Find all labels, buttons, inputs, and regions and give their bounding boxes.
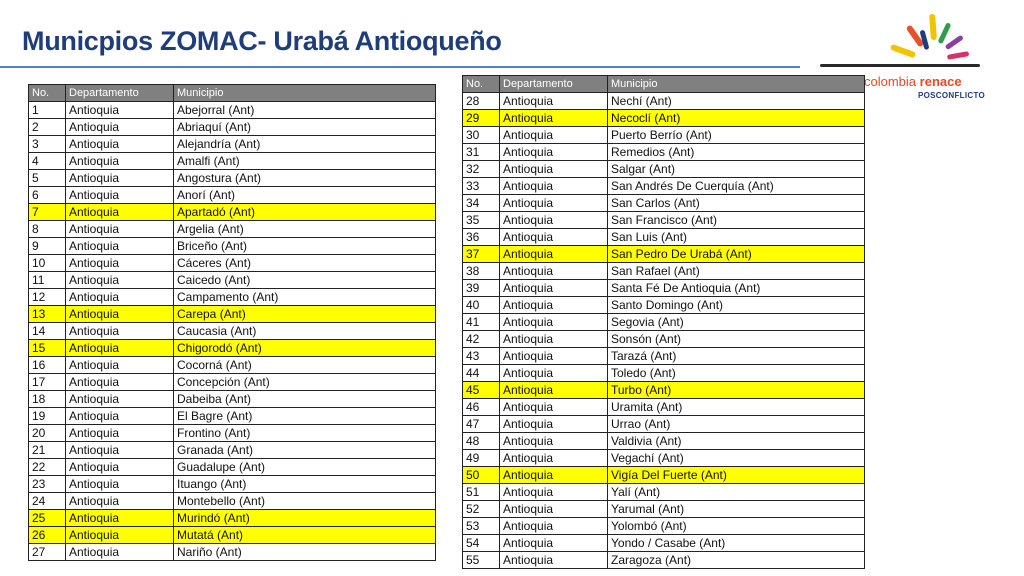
table-row xyxy=(29,357,436,374)
table-row xyxy=(463,195,865,212)
table-header-row xyxy=(29,85,436,102)
cell-no: 35 xyxy=(463,212,500,229)
cell-no: 11 xyxy=(29,272,66,289)
cell-municipio: Nariño (Ant) xyxy=(174,544,436,561)
table-row xyxy=(29,119,436,136)
cell-municipio: Zaragoza (Ant) xyxy=(608,552,865,569)
table-row xyxy=(29,425,436,442)
logo-ray xyxy=(929,14,937,40)
header-departamento: Departamento xyxy=(500,76,608,93)
cell-departamento: Antioquia xyxy=(500,484,608,501)
table-row xyxy=(29,272,436,289)
table-row xyxy=(463,93,865,110)
cell-municipio: San Andrés De Cuerquía (Ant) xyxy=(608,178,865,195)
cell-municipio: Valdivia (Ant) xyxy=(608,433,865,450)
table-row xyxy=(463,416,865,433)
cell-municipio: Angostura (Ant) xyxy=(174,170,436,187)
cell-departamento: Antioquia xyxy=(66,510,174,527)
table-row xyxy=(29,136,436,153)
table-row xyxy=(463,144,865,161)
table-row xyxy=(29,374,436,391)
cell-no: 17 xyxy=(29,374,66,391)
municipios-table-left xyxy=(28,84,436,561)
table-row xyxy=(463,382,865,399)
cell-no: 2 xyxy=(29,119,66,136)
logo-brand xyxy=(864,74,962,89)
table-row xyxy=(463,433,865,450)
table-row xyxy=(463,263,865,280)
cell-municipio: Dabeiba (Ant) xyxy=(174,391,436,408)
cell-municipio: Amalfi (Ant) xyxy=(174,153,436,170)
cell-municipio: Briceño (Ant) xyxy=(174,238,436,255)
cell-departamento: Antioquia xyxy=(500,467,608,484)
cell-departamento: Antioquia xyxy=(66,357,174,374)
cell-departamento: Antioquia xyxy=(500,297,608,314)
cell-no: 13 xyxy=(29,306,66,323)
cell-municipio: Carepa (Ant) xyxy=(174,306,436,323)
cell-municipio: Alejandría (Ant) xyxy=(174,136,436,153)
table-row xyxy=(29,204,436,221)
cell-municipio: Argelia (Ant) xyxy=(174,221,436,238)
cell-no: 49 xyxy=(463,450,500,467)
cell-municipio: Mutatá (Ant) xyxy=(174,527,436,544)
cell-no: 31 xyxy=(463,144,500,161)
cell-no: 26 xyxy=(29,527,66,544)
cell-no: 37 xyxy=(463,246,500,263)
table-row xyxy=(29,459,436,476)
cell-municipio: Ituango (Ant) xyxy=(174,476,436,493)
cell-no: 41 xyxy=(463,314,500,331)
cell-departamento: Antioquia xyxy=(66,391,174,408)
table-row xyxy=(463,246,865,263)
cell-municipio: Toledo (Ant) xyxy=(608,365,865,382)
table-row xyxy=(29,391,436,408)
cell-municipio: Abejorral (Ant) xyxy=(174,102,436,119)
cell-municipio: Apartadó (Ant) xyxy=(174,204,436,221)
table-row xyxy=(463,348,865,365)
table-row xyxy=(29,527,436,544)
cell-municipio: Caucasia (Ant) xyxy=(174,323,436,340)
cell-no: 4 xyxy=(29,153,66,170)
cell-no: 29 xyxy=(463,110,500,127)
cell-municipio: San Rafael (Ant) xyxy=(608,263,865,280)
logo-ray xyxy=(945,35,964,51)
cell-no: 16 xyxy=(29,357,66,374)
table-row xyxy=(29,408,436,425)
cell-departamento: Antioquia xyxy=(500,382,608,399)
cell-municipio: Campamento (Ant) xyxy=(174,289,436,306)
cell-departamento: Antioquia xyxy=(66,238,174,255)
cell-municipio: Caicedo (Ant) xyxy=(174,272,436,289)
cell-no: 52 xyxy=(463,501,500,518)
cell-municipio: Cocorná (Ant) xyxy=(174,357,436,374)
cell-departamento: Antioquia xyxy=(500,535,608,552)
cell-departamento: Antioquia xyxy=(500,331,608,348)
cell-no: 9 xyxy=(29,238,66,255)
cell-municipio: Urrao (Ant) xyxy=(608,416,865,433)
cell-municipio: Nechí (Ant) xyxy=(608,93,865,110)
cell-departamento: Antioquia xyxy=(66,340,174,357)
cell-departamento: Antioquia xyxy=(500,212,608,229)
cell-no: 33 xyxy=(463,178,500,195)
cell-no: 46 xyxy=(463,399,500,416)
cell-no: 34 xyxy=(463,195,500,212)
cell-no: 3 xyxy=(29,136,66,153)
cell-municipio: Yarumal (Ant) xyxy=(608,501,865,518)
cell-departamento: Antioquia xyxy=(66,153,174,170)
cell-no: 21 xyxy=(29,442,66,459)
logo-ray xyxy=(890,44,916,59)
cell-departamento: Antioquia xyxy=(66,544,174,561)
cell-departamento: Antioquia xyxy=(66,255,174,272)
logo-ray xyxy=(947,51,970,60)
table-row xyxy=(463,229,865,246)
cell-municipio: San Pedro De Urabá (Ant) xyxy=(608,246,865,263)
header-departamento: Departamento xyxy=(66,85,174,102)
cell-municipio: Guadalupe (Ant) xyxy=(174,459,436,476)
cell-no: 53 xyxy=(463,518,500,535)
cell-departamento: Antioquia xyxy=(66,374,174,391)
cell-no: 38 xyxy=(463,263,500,280)
cell-departamento: Antioquia xyxy=(66,204,174,221)
cell-no: 32 xyxy=(463,161,500,178)
cell-municipio: Salgar (Ant) xyxy=(608,161,865,178)
table-row xyxy=(463,484,865,501)
cell-no: 12 xyxy=(29,289,66,306)
table-row xyxy=(463,280,865,297)
cell-no: 44 xyxy=(463,365,500,382)
table-row xyxy=(29,476,436,493)
cell-departamento: Antioquia xyxy=(500,93,608,110)
table-row xyxy=(29,221,436,238)
cell-no: 43 xyxy=(463,348,500,365)
header-no: No. xyxy=(463,76,500,93)
cell-departamento: Antioquia xyxy=(66,289,174,306)
table-row xyxy=(463,178,865,195)
cell-departamento: Antioquia xyxy=(500,314,608,331)
cell-municipio: San Carlos (Ant) xyxy=(608,195,865,212)
cell-departamento: Antioquia xyxy=(500,263,608,280)
table-row xyxy=(463,314,865,331)
cell-municipio: Cáceres (Ant) xyxy=(174,255,436,272)
cell-no: 27 xyxy=(29,544,66,561)
cell-municipio: Concepción (Ant) xyxy=(174,374,436,391)
cell-departamento: Antioquia xyxy=(66,425,174,442)
cell-departamento: Antioquia xyxy=(66,119,174,136)
cell-no: 23 xyxy=(29,476,66,493)
cell-departamento: Antioquia xyxy=(500,246,608,263)
table-row xyxy=(29,442,436,459)
cell-departamento: Antioquia xyxy=(66,170,174,187)
cell-no: 42 xyxy=(463,331,500,348)
table-row xyxy=(463,365,865,382)
cell-municipio: Anorí (Ant) xyxy=(174,187,436,204)
title-underline xyxy=(0,66,800,68)
cell-departamento: Antioquia xyxy=(66,136,174,153)
cell-municipio: Chigorodó (Ant) xyxy=(174,340,436,357)
table-row xyxy=(463,450,865,467)
cell-no: 39 xyxy=(463,280,500,297)
cell-no: 10 xyxy=(29,255,66,272)
cell-departamento: Antioquia xyxy=(500,433,608,450)
municipios-table-right xyxy=(462,75,865,569)
cell-departamento: Antioquia xyxy=(500,399,608,416)
cell-municipio: Yalí (Ant) xyxy=(608,484,865,501)
cell-municipio: Turbo (Ant) xyxy=(608,382,865,399)
cell-no: 55 xyxy=(463,552,500,569)
cell-no: 18 xyxy=(29,391,66,408)
logo-brand-word2: renace xyxy=(919,74,962,89)
cell-departamento: Antioquia xyxy=(66,187,174,204)
table-row xyxy=(463,110,865,127)
cell-no: 19 xyxy=(29,408,66,425)
cell-departamento: Antioquia xyxy=(500,110,608,127)
cell-municipio: Granada (Ant) xyxy=(174,442,436,459)
header-no: No. xyxy=(29,85,66,102)
cell-departamento: Antioquia xyxy=(66,323,174,340)
table-row xyxy=(463,552,865,569)
cell-departamento: Antioquia xyxy=(500,229,608,246)
cell-departamento: Antioquia xyxy=(500,195,608,212)
table-row xyxy=(463,535,865,552)
cell-municipio: Abriaquí (Ant) xyxy=(174,119,436,136)
table-row xyxy=(29,306,436,323)
table-row xyxy=(463,399,865,416)
cell-no: 30 xyxy=(463,127,500,144)
cell-municipio: Uramita (Ant) xyxy=(608,399,865,416)
cell-departamento: Antioquia xyxy=(66,102,174,119)
cell-municipio: Murindó (Ant) xyxy=(174,510,436,527)
header-municipio: Municipio xyxy=(174,85,436,102)
cell-departamento: Antioquia xyxy=(500,450,608,467)
cell-no: 28 xyxy=(463,93,500,110)
table-row xyxy=(29,340,436,357)
colombia-renace-logo-icon xyxy=(860,8,990,104)
cell-departamento: Antioquia xyxy=(66,442,174,459)
cell-municipio: Frontino (Ant) xyxy=(174,425,436,442)
table-row xyxy=(463,297,865,314)
table-row xyxy=(29,238,436,255)
cell-departamento: Antioquia xyxy=(66,306,174,323)
cell-departamento: Antioquia xyxy=(66,476,174,493)
cell-no: 40 xyxy=(463,297,500,314)
page-title: Municpios ZOMAC- Urabá Antioqueño xyxy=(22,26,502,56)
cell-no: 24 xyxy=(29,493,66,510)
table-row xyxy=(29,102,436,119)
cell-municipio: Remedios (Ant) xyxy=(608,144,865,161)
cell-no: 15 xyxy=(29,340,66,357)
table-row xyxy=(29,187,436,204)
cell-departamento: Antioquia xyxy=(500,144,608,161)
cell-departamento: Antioquia xyxy=(66,272,174,289)
header-municipio: Municipio xyxy=(608,76,865,93)
table-row xyxy=(463,127,865,144)
cell-departamento: Antioquia xyxy=(500,518,608,535)
cell-municipio: Yondo / Casabe (Ant) xyxy=(608,535,865,552)
table-row xyxy=(29,323,436,340)
logo-tagline: POSCONFLICTO xyxy=(918,91,986,100)
cell-departamento: Antioquia xyxy=(500,501,608,518)
cell-municipio: El Bagre (Ant) xyxy=(174,408,436,425)
cell-no: 1 xyxy=(29,102,66,119)
logo-ray xyxy=(938,22,952,44)
cell-no: 14 xyxy=(29,323,66,340)
cell-no: 22 xyxy=(29,459,66,476)
cell-departamento: Antioquia xyxy=(500,280,608,297)
cell-departamento: Antioquia xyxy=(500,161,608,178)
table-row xyxy=(463,467,865,484)
cell-no: 36 xyxy=(463,229,500,246)
cell-no: 8 xyxy=(29,221,66,238)
table-header-row xyxy=(463,76,865,93)
cell-no: 45 xyxy=(463,382,500,399)
cell-no: 25 xyxy=(29,510,66,527)
cell-municipio: Montebello (Ant) xyxy=(174,493,436,510)
cell-departamento: Antioquia xyxy=(500,178,608,195)
table-row xyxy=(29,170,436,187)
table-row xyxy=(29,255,436,272)
cell-municipio: Santo Domingo (Ant) xyxy=(608,297,865,314)
cell-no: 48 xyxy=(463,433,500,450)
table-row xyxy=(29,544,436,561)
cell-departamento: Antioquia xyxy=(500,127,608,144)
cell-departamento: Antioquia xyxy=(66,527,174,544)
cell-municipio: Segovia (Ant) xyxy=(608,314,865,331)
cell-municipio: Vigía Del Fuerte (Ant) xyxy=(608,467,865,484)
cell-municipio: Tarazá (Ant) xyxy=(608,348,865,365)
cell-departamento: Antioquia xyxy=(500,552,608,569)
table-row xyxy=(29,510,436,527)
table-row xyxy=(29,493,436,510)
cell-no: 7 xyxy=(29,204,66,221)
cell-departamento: Antioquia xyxy=(500,416,608,433)
cell-departamento: Antioquia xyxy=(66,408,174,425)
logo-brand-word1: colombia xyxy=(864,74,917,89)
cell-municipio: Sonsón (Ant) xyxy=(608,331,865,348)
cell-municipio: Puerto Berrío (Ant) xyxy=(608,127,865,144)
cell-no: 50 xyxy=(463,467,500,484)
cell-municipio: San Francisco (Ant) xyxy=(608,212,865,229)
table-row xyxy=(29,153,436,170)
cell-no: 54 xyxy=(463,535,500,552)
cell-departamento: Antioquia xyxy=(500,348,608,365)
cell-municipio: Santa Fé De Antioquia (Ant) xyxy=(608,280,865,297)
cell-municipio: Necoclí (Ant) xyxy=(608,110,865,127)
cell-municipio: San Luis (Ant) xyxy=(608,229,865,246)
table-row xyxy=(463,161,865,178)
table-row xyxy=(463,331,865,348)
cell-departamento: Antioquia xyxy=(66,459,174,476)
cell-municipio: Yolombó (Ant) xyxy=(608,518,865,535)
cell-departamento: Antioquia xyxy=(500,365,608,382)
table-row xyxy=(463,518,865,535)
cell-municipio: Vegachí (Ant) xyxy=(608,450,865,467)
table-row xyxy=(463,501,865,518)
cell-no: 6 xyxy=(29,187,66,204)
cell-no: 5 xyxy=(29,170,66,187)
table-row xyxy=(29,289,436,306)
cell-no: 47 xyxy=(463,416,500,433)
cell-no: 20 xyxy=(29,425,66,442)
cell-departamento: Antioquia xyxy=(66,493,174,510)
table-row xyxy=(463,212,865,229)
cell-departamento: Antioquia xyxy=(66,221,174,238)
cell-no: 51 xyxy=(463,484,500,501)
